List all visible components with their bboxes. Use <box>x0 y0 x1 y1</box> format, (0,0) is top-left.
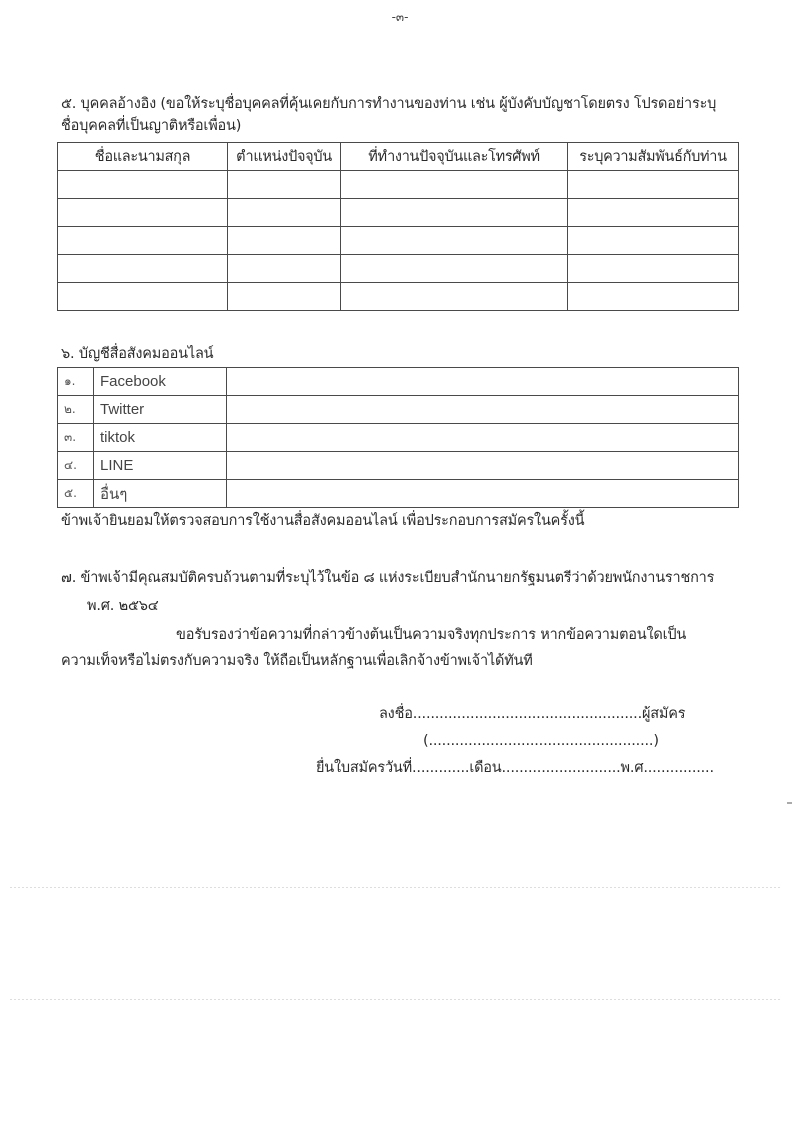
table-row <box>58 227 739 255</box>
twitter-account-field[interactable] <box>227 396 739 424</box>
item-number: ๒. <box>58 396 94 424</box>
ref-workplace-cell[interactable] <box>341 255 568 283</box>
ref-position-cell[interactable] <box>228 227 341 255</box>
ref-relationship-cell[interactable] <box>568 255 739 283</box>
list-item <box>58 368 739 396</box>
list-item <box>58 396 739 424</box>
ref-relationship-cell[interactable] <box>568 227 739 255</box>
social-media-table <box>57 367 739 508</box>
platform-name-tiktok: tiktok <box>94 424 227 452</box>
line-account-field[interactable] <box>227 452 739 480</box>
header-full-name: ชื่อและนามสกุล <box>58 143 228 171</box>
ref-workplace-cell[interactable] <box>341 171 568 199</box>
item-number: ๕. <box>58 480 94 508</box>
printed-name-line[interactable]: (...................................................) <box>423 733 659 749</box>
ref-position-cell[interactable] <box>228 255 341 283</box>
certification-line1: ขอรับรองว่าข้อความที่กล่าวข้างต้นเป็นความจริงทุกประการ หากข้อความตอนใดเป็น <box>176 627 687 643</box>
item-number: ๑. <box>58 368 94 396</box>
tiktok-account-field[interactable] <box>227 424 739 452</box>
list-item <box>58 452 739 480</box>
list-item <box>58 424 739 452</box>
list-item <box>58 480 739 508</box>
ref-name-cell[interactable] <box>58 199 228 227</box>
ref-workplace-cell[interactable] <box>341 283 568 311</box>
ref-relationship-cell[interactable] <box>568 283 739 311</box>
scan-artifact-line <box>10 999 780 1000</box>
ref-workplace-cell[interactable] <box>341 199 568 227</box>
ref-name-cell[interactable] <box>58 227 228 255</box>
section7-line1: ๗. ข้าพเจ้ามีคุณสมบัติครบถ้วนตามที่ระบุไว้ในข้อ ๘ แห่งระเบียบสำนักนายกรัฐมนตรีว่าด้วยพนักงานราชการ <box>61 570 715 586</box>
certification-line2: ความเท็จหรือไม่ตรงกับความจริง ให้ถือเป็นหลักฐานเพื่อเลิกจ้างข้าพเจ้าได้ทันที <box>61 653 533 669</box>
ref-name-cell[interactable] <box>58 283 228 311</box>
page-number: -๓- <box>391 10 409 24</box>
header-position: ตำแหน่งปัจจุบัน <box>228 143 341 171</box>
scan-artifact-speck <box>787 802 792 804</box>
signature-line[interactable]: ลงชื่อ....................................................ผู้สมัคร <box>379 706 686 722</box>
table-row <box>58 255 739 283</box>
ref-position-cell[interactable] <box>228 283 341 311</box>
other-account-field[interactable] <box>227 480 739 508</box>
header-workplace-phone: ที่ทำงานปัจจุบันและโทรศัพท์ <box>341 143 568 171</box>
facebook-account-field[interactable] <box>227 368 739 396</box>
ref-name-cell[interactable] <box>58 171 228 199</box>
section7-line2: พ.ศ. ๒๕๖๔ <box>87 598 159 614</box>
table-row <box>58 283 739 311</box>
reference-table-header <box>58 143 739 171</box>
platform-name-facebook: Facebook <box>94 368 227 396</box>
ref-name-cell[interactable] <box>58 255 228 283</box>
section5-heading-line2: ชื่อบุคคลที่เป็นญาติหรือเพื่อน) <box>61 118 242 134</box>
application-date-line[interactable]: ยื่นใบสมัครวันที่.............เดือน...........................พ.ศ................ <box>316 760 714 776</box>
ref-workplace-cell[interactable] <box>341 227 568 255</box>
section5-heading-line1: ๕. บุคคลอ้างอิง (ขอให้ระบุชื่อบุคคลที่คุ้นเคยกับการทำงานของท่าน เช่น ผู้บังคับบัญชาโดยตรง โปรดอย่าระบุ <box>61 96 717 112</box>
scan-artifact-line <box>10 887 780 888</box>
header-relationship: ระบุความสัมพันธ์กับท่าน <box>568 143 739 171</box>
section6-heading: ๖. บัญชีสื่อสังคมออนไลน์ <box>61 346 214 362</box>
table-row <box>58 199 739 227</box>
platform-name-other: อื่นๆ <box>94 480 227 508</box>
social-media-consent: ข้าพเจ้ายินยอมให้ตรวจสอบการใช้งานสื่อสังคมออนไลน์ เพื่อประกอบการสมัครในครั้งนี้ <box>61 513 585 529</box>
ref-position-cell[interactable] <box>228 171 341 199</box>
reference-table <box>57 142 739 311</box>
table-row <box>58 171 739 199</box>
ref-relationship-cell[interactable] <box>568 171 739 199</box>
item-number: ๓. <box>58 424 94 452</box>
item-number: ๔. <box>58 452 94 480</box>
ref-relationship-cell[interactable] <box>568 199 739 227</box>
platform-name-twitter: Twitter <box>94 396 227 424</box>
platform-name-line: LINE <box>94 452 227 480</box>
ref-position-cell[interactable] <box>228 199 341 227</box>
